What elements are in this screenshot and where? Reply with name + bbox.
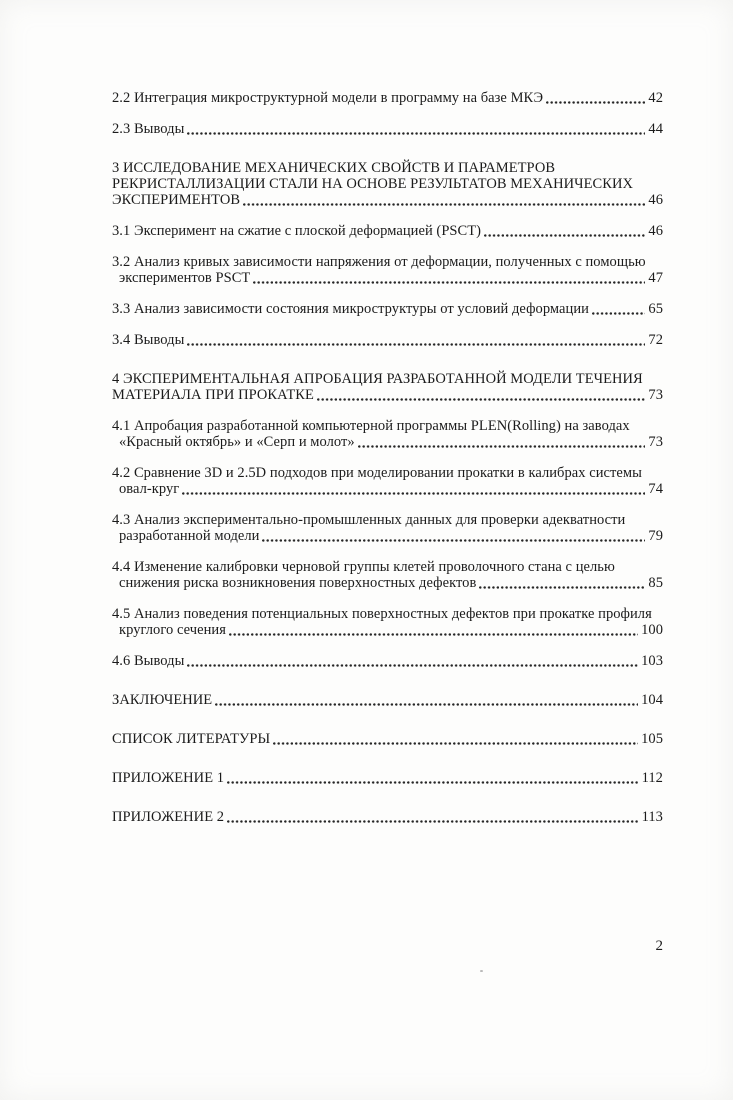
toc-entry: [112, 152, 663, 208]
toc-entry-line: [112, 575, 663, 591]
toc-entry: [112, 559, 663, 591]
toc-entry-text: 4.2 Сравнение 3D и 2.5D подходов при моделировании прокатки в калибрах системы: [112, 465, 642, 481]
dot-leader: [358, 445, 646, 448]
toc-entry: [112, 653, 663, 669]
page-ref: 105: [641, 731, 663, 747]
toc-entry: [112, 762, 663, 786]
page-ref: 113: [641, 809, 663, 825]
toc-entry: [112, 332, 663, 348]
page-ref: 72: [648, 332, 663, 348]
dot-leader: [215, 703, 638, 706]
toc-entry-text: 2.3 Выводы: [112, 121, 185, 137]
toc-entry-text: овал-круг: [119, 481, 180, 497]
page-ref: 74: [648, 481, 663, 497]
toc-entry-line: [112, 692, 663, 708]
toc: [112, 90, 663, 840]
toc-entry-text: 4.1 Апробация разработанной компьютерной программы PLEN(Rolling) на заводах: [112, 418, 630, 434]
toc-entry: [112, 723, 663, 747]
page-ref: 103: [641, 653, 663, 669]
toc-entry-text: снижения риска возникновения поверхностных дефектов: [119, 575, 477, 591]
dot-leader: [227, 781, 639, 784]
page-ref: 73: [648, 434, 663, 450]
toc-entry: [112, 254, 663, 286]
toc-entry-text: 4.4 Изменение калибровки черновой группы клетей проволочного стана с целью: [112, 559, 615, 575]
toc-entry-text: ЭКСПЕРИМЕНТОВ: [112, 192, 241, 208]
toc-entry-line: [112, 770, 663, 786]
toc-entry-line: [112, 434, 663, 450]
toc-entry-line: [112, 270, 663, 286]
page-ref: 42: [648, 90, 663, 106]
toc-entry-line: [112, 332, 663, 348]
toc-entry-line: [112, 418, 663, 434]
toc-entry-line: [112, 481, 663, 497]
toc-entry-line: [112, 512, 663, 528]
page-ref: 44: [648, 121, 663, 137]
dot-leader: [182, 492, 645, 495]
toc-entry: [112, 801, 663, 825]
toc-entry: [112, 223, 663, 239]
toc-entry-text: 3.2 Анализ кривых зависимости напряжения от деформации, полученных с помощью: [112, 254, 646, 270]
page-ref: 85: [648, 575, 663, 591]
toc-entry-text: ПРИЛОЖЕНИЕ 1: [112, 770, 225, 786]
dot-leader: [187, 132, 645, 135]
dot-leader: [484, 234, 645, 237]
toc-entry-text: СПИСОК ЛИТЕРАТУРЫ: [112, 731, 271, 747]
toc-entry-line: [112, 90, 663, 106]
toc-entry-text: 4.3 Анализ экспериментально-промышленных данных для проверки адекватности: [112, 512, 626, 528]
dot-leader: [317, 398, 645, 401]
toc-entry: [112, 465, 663, 497]
dot-leader: [546, 101, 645, 104]
toc-entry: [112, 301, 663, 317]
dot-leader: [592, 312, 645, 315]
dot-leader: [262, 539, 645, 542]
dot-leader: [229, 633, 638, 636]
page-ref: 47: [648, 270, 663, 286]
scan-speck: [480, 970, 483, 972]
toc-entry: [112, 684, 663, 708]
toc-entry-text: 4.6 Выводы: [112, 653, 185, 669]
dot-leader: [273, 742, 638, 745]
toc-entry-text: разработанной модели: [119, 528, 260, 544]
page-ref: 46: [648, 192, 663, 208]
toc-entry-text: 3.1 Эксперимент на сжатие с плоской деформацией (PSCT): [112, 223, 482, 239]
toc-entry: [112, 606, 663, 638]
toc-entry: [112, 418, 663, 450]
toc-entry-line: [112, 559, 663, 575]
toc-entry-line: [112, 160, 663, 176]
toc-entry-text: 3.3 Анализ зависимости состояния микроструктуры от условий деформации: [112, 301, 589, 317]
toc-entry-text: РЕКРИСТАЛЛИЗАЦИИ СТАЛИ НА ОСНОВЕ РЕЗУЛЬТАТОВ МЕХАНИЧЕСКИХ: [112, 176, 634, 192]
toc-entry-line: [112, 121, 663, 137]
toc-entry-line: [112, 731, 663, 747]
toc-entry-line: [112, 176, 663, 192]
toc-entry-text: 4.5 Анализ поведения потенциальных поверхностных дефектов при прокатке профиля: [112, 606, 652, 622]
page-ref: 79: [648, 528, 663, 544]
page-ref: 46: [648, 223, 663, 239]
toc-entry-text: 3 ИССЛЕДОВАНИЕ МЕХАНИЧЕСКИХ СВОЙСТВ И ПАРАМЕТРОВ: [112, 160, 556, 176]
toc-entry-line: [112, 622, 663, 638]
toc-entry-text: ЗАКЛЮЧЕНИЕ: [112, 692, 213, 708]
toc-entry-text: экспериментов PSCT: [119, 270, 251, 286]
page-ref: 104: [641, 692, 663, 708]
toc-entry-line: [112, 465, 663, 481]
toc-entry-text: МАТЕРИАЛА ПРИ ПРОКАТКЕ: [112, 387, 314, 403]
toc-entry: [112, 90, 663, 106]
dot-leader: [479, 586, 645, 589]
toc-entry-text: 3.4 Выводы: [112, 332, 185, 348]
toc-entry-line: [112, 653, 663, 669]
toc-entry-text: «Красный октябрь» и «Серп и молот»: [119, 434, 355, 450]
toc-entry-line: [112, 606, 663, 622]
dot-leader: [243, 203, 645, 206]
toc-entry: [112, 121, 663, 137]
toc-entry-line: [112, 301, 663, 317]
page-ref: 100: [641, 622, 663, 638]
dot-leader: [187, 343, 645, 346]
toc-entry-line: [112, 387, 663, 403]
dot-leader: [253, 281, 645, 284]
toc-entry: [112, 512, 663, 544]
page-number-footer: 2: [655, 938, 663, 954]
toc-entry-text: 4 ЭКСПЕРИМЕНТАЛЬНАЯ АПРОБАЦИЯ РАЗРАБОТАННОЙ МОДЕЛИ ТЕЧЕНИЯ: [112, 371, 643, 387]
toc-entry: [112, 363, 663, 403]
toc-entry-line: [112, 528, 663, 544]
page-ref: 73: [648, 387, 663, 403]
toc-entry-text: круглого сечения: [119, 622, 226, 638]
page-ref: 112: [641, 770, 663, 786]
toc-entry-line: [112, 371, 663, 387]
page-ref: 65: [648, 301, 663, 317]
toc-entry-line: [112, 223, 663, 239]
dot-leader: [227, 820, 639, 823]
toc-entry-line: [112, 254, 663, 270]
toc-entry-line: [112, 192, 663, 208]
dot-leader: [187, 664, 638, 667]
toc-entry-text: 2.2 Интеграция микроструктурной модели в программу на базе МКЭ: [112, 90, 544, 106]
toc-entry-line: [112, 809, 663, 825]
toc-entry-text: ПРИЛОЖЕНИЕ 2: [112, 809, 225, 825]
